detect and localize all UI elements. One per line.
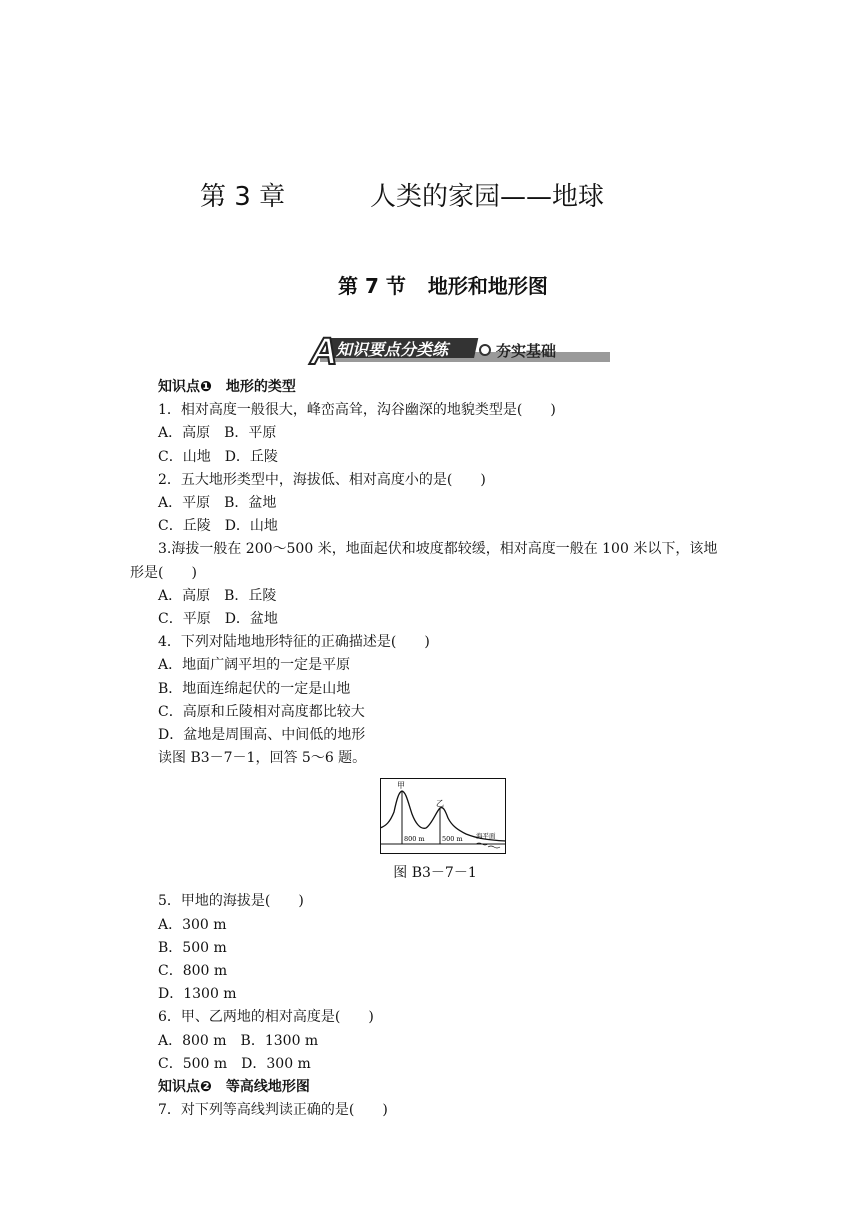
q2-options-ab: A．平原 B．盆地 <box>158 495 277 512</box>
chapter-number: 第 3 章 <box>200 182 286 212</box>
figure-caption: 图 B3－7－1 <box>393 865 477 882</box>
q4-option-c: C．高原和丘陵相对高度都比较大 <box>158 703 365 720</box>
q3-stem-line1: 3.海拔一般在 200～500 米，地面起伏和坡度都较缓，相对高度一般在 100 米以下，该地 <box>158 541 718 558</box>
q1-options-ab: A．高原 B．平原 <box>158 425 277 442</box>
q6-options-cd: C．500 m D．300 m <box>158 1055 311 1072</box>
q1-stem: 1．相对高度一般很大，峰峦高耸，沟谷幽深的地貌类型是( ) <box>158 402 556 419</box>
knowledge-point-2: 知识点❷ 等高线地形图 <box>158 1079 310 1096</box>
q3-stem-line2: 形是( ) <box>130 564 197 581</box>
q1-options-cd: C．山地 D．丘陵 <box>158 448 278 465</box>
section-title: 地形和地形图 <box>427 274 548 298</box>
q4-option-a: A．地面广阔平坦的一定是平原 <box>158 657 351 674</box>
banner-sub-text: 夯实基础 <box>496 342 557 360</box>
q5-option-d: D．1300 m <box>158 986 237 1003</box>
q6-options-ab: A．800 m B．1300 m <box>158 1032 319 1049</box>
q5-option-a: A．300 m <box>158 916 227 933</box>
q3-options-cd: C．平原 D．盆地 <box>158 611 278 628</box>
q5-stem: 5．甲地的海拔是( ) <box>158 893 304 910</box>
section-banner <box>280 330 610 370</box>
label-height-500: 500 m <box>442 835 463 844</box>
terrain-profile-diagram <box>380 778 506 854</box>
q5-option-c: C．800 m <box>158 963 228 980</box>
terrain-profile-figure <box>130 778 740 890</box>
section-heading <box>338 270 548 299</box>
chapter-heading <box>200 176 660 213</box>
q4-option-d: D．盆地是周围高、中间低的地形 <box>158 727 366 744</box>
banner-letter: A <box>310 331 338 370</box>
banner-dot-icon <box>480 345 490 355</box>
banner-main-text: 知识要点分类练 <box>336 340 449 359</box>
q2-options-cd: C．丘陵 D．山地 <box>158 518 278 535</box>
label-jia: 甲 <box>397 781 405 791</box>
label-height-800: 800 m <box>404 835 425 844</box>
chapter-title: 人类的家园——地球 <box>370 182 605 212</box>
question-list <box>130 376 740 1122</box>
section-number: 第 7 节 <box>338 274 406 298</box>
q5-option-b: B．500 m <box>158 939 227 956</box>
label-yi: 乙 <box>436 799 444 809</box>
q6-stem: 6．甲、乙两地的相对高度是( ) <box>158 1009 374 1026</box>
q7-stem: 7．对下列等高线判读正确的是( ) <box>158 1102 388 1119</box>
q4-stem: 4．下列对陆地地形特征的正确描述是( ) <box>158 634 430 651</box>
read-figure-instruction: 读图 B3－7－1，回答 5～6 题。 <box>158 750 367 767</box>
q2-stem: 2．五大地形类型中，海拔低、相对高度小的是( ) <box>158 471 486 488</box>
knowledge-point-1: 知识点❶ 地形的类型 <box>158 379 296 395</box>
q3-options-ab: A．高原 B．丘陵 <box>158 587 277 604</box>
q4-option-b: B．地面连绵起伏的一定是山地 <box>158 680 351 697</box>
label-sea-level: 海平面 <box>476 832 496 841</box>
